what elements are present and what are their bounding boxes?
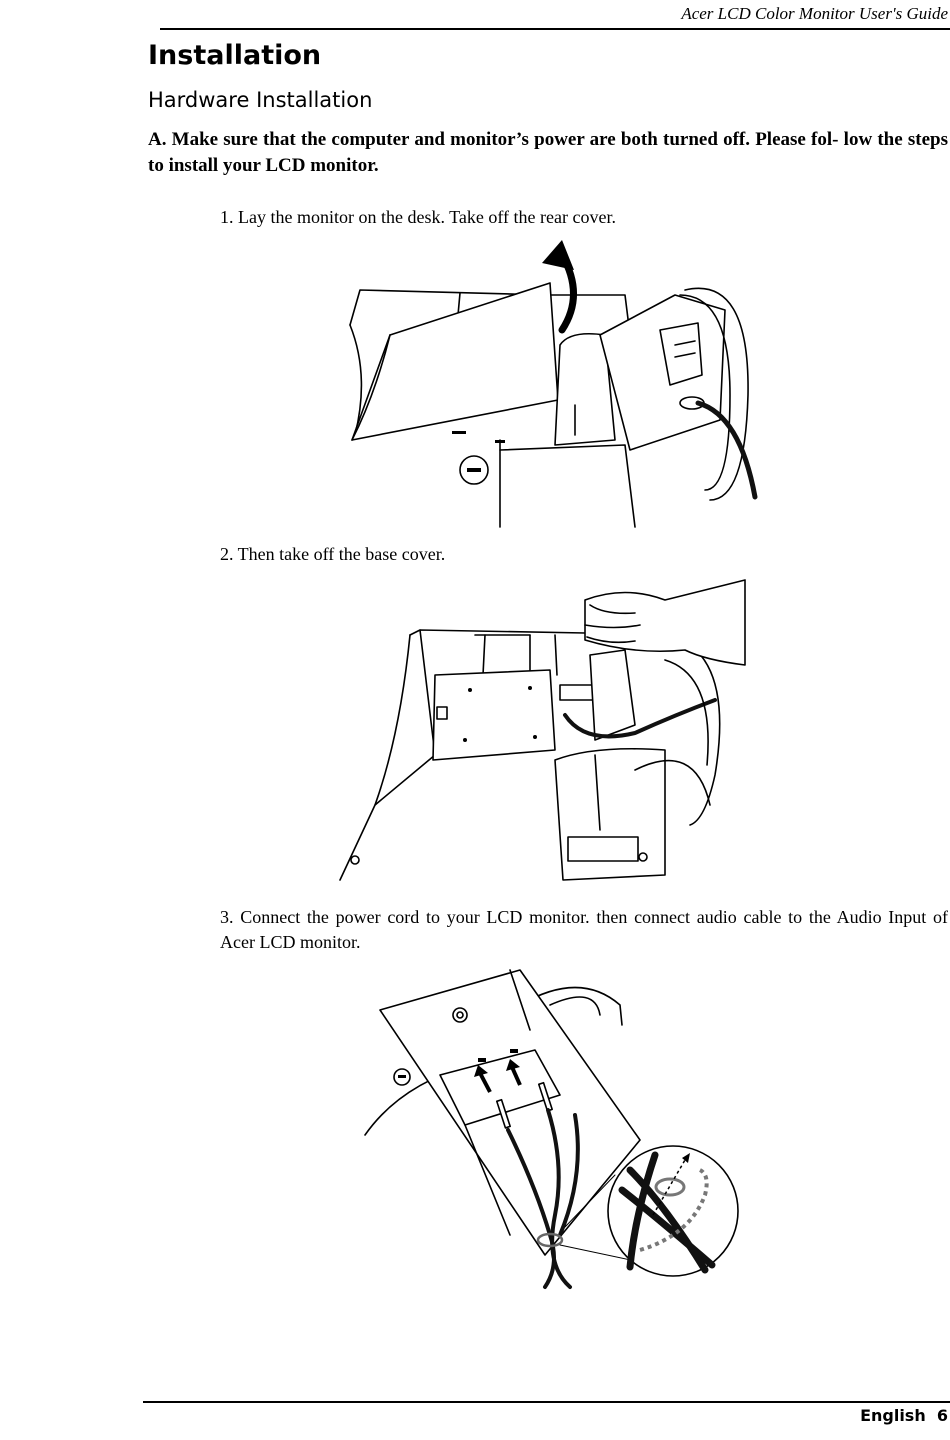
minus-icon [394, 1069, 410, 1085]
minus-icon [460, 456, 488, 484]
footer-rule [143, 1401, 950, 1403]
step-2-text: 2. Then take off the base cover. [220, 544, 446, 564]
figure-connect-cables [360, 965, 750, 1295]
section-title: Installation [148, 40, 322, 71]
section-subtitle: Hardware Installation [148, 88, 373, 112]
figure-rear-cover [330, 235, 770, 530]
running-header: Acer LCD Color Monitor User's Guide [681, 4, 948, 23]
page-number: 6 [936, 1406, 948, 1425]
step-1-text: 1. Lay the monitor on the desk. Take off the rear cover. [220, 207, 616, 227]
page-footer [860, 1406, 948, 1425]
step-3-text: 3. Connect the power cord to your LCD monitor. then connect audio cable to the Audio Input of Acer LCD monitor. [220, 907, 948, 952]
header-rule [160, 28, 950, 30]
figure-base-cover [335, 575, 755, 885]
intro-paragraph: A. Make sure that the computer and monitor’s power are both turned off. Please fol- low the steps to install your LCD monitor. [148, 129, 948, 176]
footer-label: English [860, 1406, 926, 1425]
